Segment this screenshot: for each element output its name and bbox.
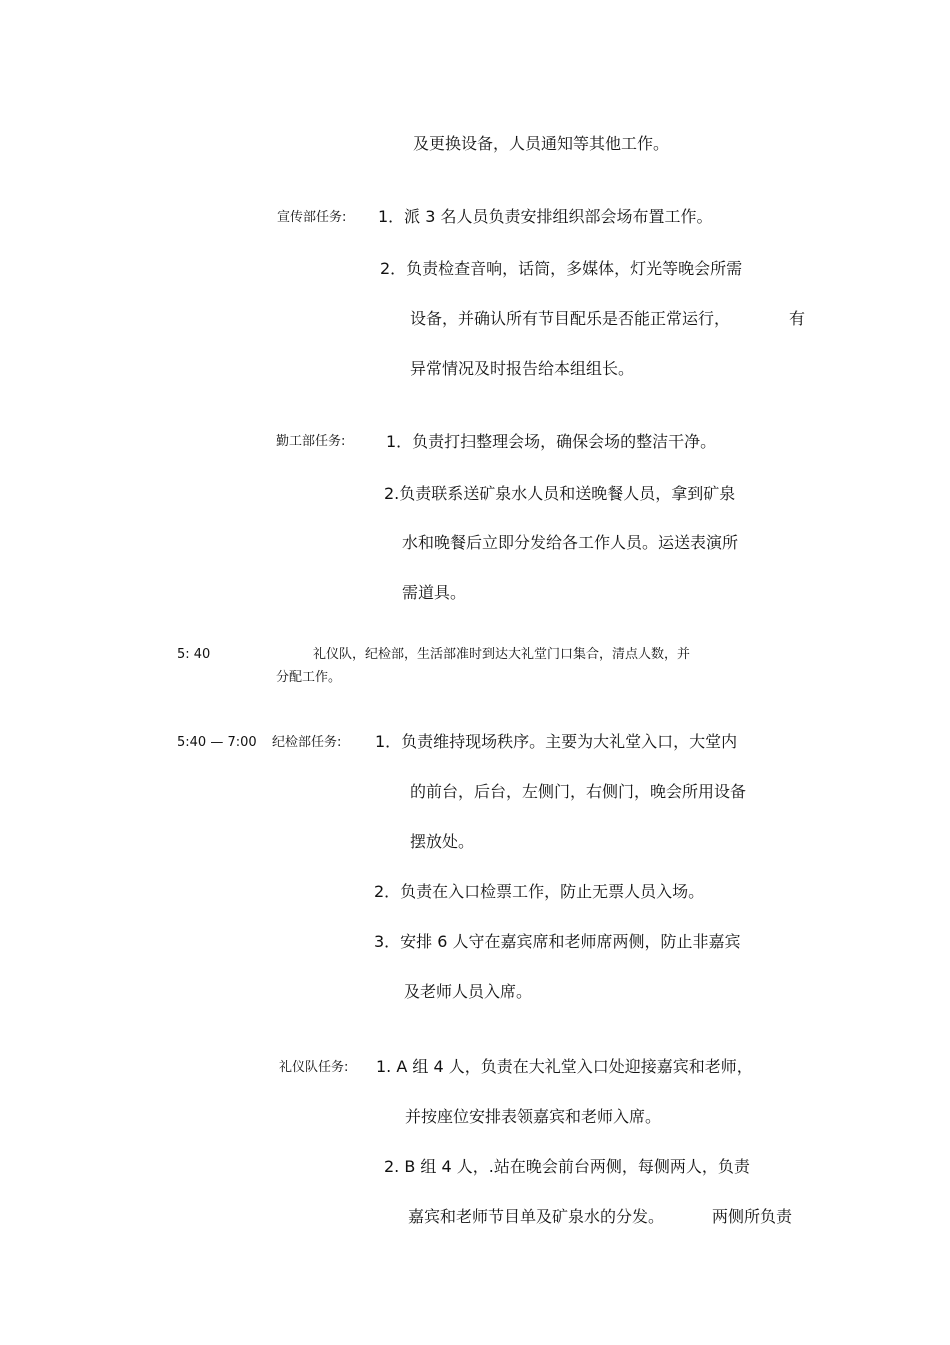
schedule-text-continuation: 分配工作。 xyxy=(276,670,342,685)
task-item-continuation: 有 xyxy=(789,309,806,328)
task-item: 1．派 3 名人员负责安排组织部会场布置工作。 xyxy=(378,207,713,226)
task-item: 3．安排 6 人守在嘉宾席和老师席两侧，防止非嘉宾 xyxy=(374,932,741,951)
task-item: 2．负责在入口检票工作，防止无票人员入场。 xyxy=(374,882,705,901)
schedule-text: 礼仪队，纪检部，生活部准时到达大礼堂门口集合，清点人数，并 xyxy=(313,647,691,662)
task-item: 2．负责检查音响，话筒，多媒体，灯光等晚会所需 xyxy=(380,259,743,278)
task-item-continuation: 摆放处。 xyxy=(410,832,475,851)
section-label-work: 勤工部任务: xyxy=(276,434,346,449)
section-label-publicity: 宣传部任务: xyxy=(277,210,347,225)
task-item: 2. B 组 4 人，.站在晚会前台两侧，每侧两人，负责 xyxy=(384,1157,750,1176)
task-item-continuation: 需道具。 xyxy=(402,583,467,602)
task-item-continuation: 嘉宾和老师节目单及矿泉水的分发。 xyxy=(408,1207,665,1226)
continuation-line: 及更换设备，人员通知等其他工作。 xyxy=(413,134,670,153)
task-item-continuation: 两侧所负责 xyxy=(712,1207,793,1226)
task-item-continuation: 并按座位安排表领嘉宾和老师入席。 xyxy=(405,1107,662,1126)
time-label: 5: 40 xyxy=(177,647,211,662)
task-item-continuation: 异常情况及时报告给本组组长。 xyxy=(410,359,635,378)
task-item: 1．负责维持现场秩序。主要为大礼堂入口，大堂内 xyxy=(375,732,738,751)
task-item-continuation: 水和晚餐后立即分发给各工作人员。运送表演所 xyxy=(402,533,739,552)
time-label: 5:40 — 7:00 xyxy=(177,735,257,750)
section-label-discipline: 纪检部任务: xyxy=(272,735,342,750)
section-label-etiquette: 礼仪队任务: xyxy=(279,1060,349,1075)
task-item: 2.负责联系送矿泉水人员和送晚餐人员，拿到矿泉 xyxy=(384,484,736,503)
task-item-continuation: 设备，并确认所有节目配乐是否能正常运行， xyxy=(410,309,731,328)
task-item-continuation: 及老师人员入席。 xyxy=(404,982,533,1001)
task-item: 1. A 组 4 人，负责在大礼堂入口处迎接嘉宾和老师， xyxy=(376,1057,753,1076)
task-item-continuation: 的前台，后台，左侧门，右侧门，晚会所用设备 xyxy=(410,782,747,801)
task-item: 1．负责打扫整理会场，确保会场的整洁干净。 xyxy=(386,432,717,451)
